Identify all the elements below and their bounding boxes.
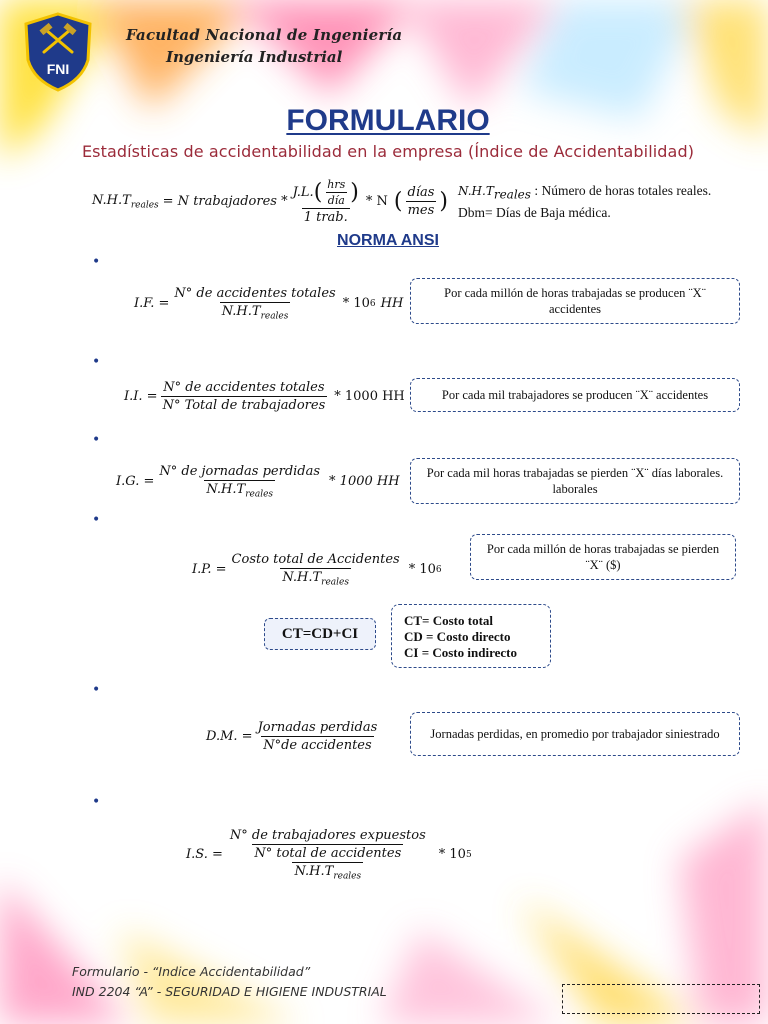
nht-formula: $N.H.T_{reales}$ = N trabajadores * J.L. ( $\frac{\text{hrs}}{\text{día}}$ ) 1 trab. * N ( $\frac{\text{días}}{\text{mes}}$ )	[92, 178, 448, 225]
ci-line: CI = Costo indirecto	[404, 645, 517, 660]
jl-fraction: J.L. ( $\frac{\text{hrs}}{\text{día}}$ ) 1 trab.	[292, 178, 359, 225]
bullet-if: •	[92, 254, 101, 270]
department-name: Ingeniería Industrial	[166, 48, 343, 66]
ii-formula: I.I. = $\frac{\text{N° de accidentes totales}}{\text{N° Total de trabajadores}}$ * 1000 HH	[124, 380, 405, 413]
ct-formula-box: CT=CD+CI	[264, 618, 376, 650]
dbm-definition: Dbm= Días de Baja médica.	[458, 204, 611, 220]
ig-formula: I.G. = $\frac{\text{N° de jornadas perdidas}}{N.H.T_{reales}}$ * 1000 HH	[116, 464, 400, 500]
is-formula: I.S. = $\frac{\frac{\text{N° de trabajadores expuestos}}{\text{N° total de accidentes}}}{N.H.T_{reales}}$ * 10 5	[186, 828, 472, 882]
ig-note: Por cada mil horas trabajadas se pierden ¨X¨ días laborales. laborales	[410, 458, 740, 504]
if-note: Por cada millón de horas trabajadas se producen ¨X¨ accidentes	[410, 278, 740, 324]
footer-line-2: IND 2204 “A” - SEGURIDAD E HIGIENE INDUSTRIAL	[72, 984, 387, 999]
nht-eq: = N trabajadores *	[162, 194, 288, 209]
dias-fraction: $\frac{\text{días}}{\text{mes}}$	[407, 185, 435, 218]
ip-formula: I.P. = $\frac{\text{Costo total de Accidentes}}{N.H.T_{reales}}$ * 10 6	[192, 552, 442, 588]
dm-formula: D.M. = $\frac{\text{Jornadas perdidas}}{\text{N°de accidentes}}$	[206, 720, 378, 753]
bullet-dm: •	[92, 682, 101, 698]
dm-note: Jornadas perdidas, en promedio por trabajador siniestrado	[410, 712, 740, 756]
footer-line-1: Formulario - “Indice Accidentabilidad”	[72, 964, 311, 979]
fni-logo	[22, 12, 94, 92]
page-title: FORMULARIO	[286, 104, 490, 137]
ip-note: Por cada millón de horas trabajadas se pierden ¨X¨ ($)	[470, 534, 736, 580]
ii-note: Por cada mil trabajadores se producen ¨X¨ accidentes	[410, 378, 740, 412]
page-subtitle: Estadísticas de accidentabilidad en la empresa (Índice de Accidentabilidad)	[81, 142, 695, 161]
nht-lhs: $N.H.T_{reales}$	[92, 192, 159, 211]
section-title: NORMA ANSI	[337, 232, 439, 249]
logo-text: FNI	[46, 61, 70, 77]
ct-line: CT= Costo total	[404, 613, 494, 628]
page-number-box	[562, 984, 760, 1014]
bullet-ip: •	[92, 512, 101, 528]
bullet-ig: •	[92, 432, 101, 448]
institution-name: Facultad Nacional de Ingeniería	[126, 26, 403, 44]
footer	[72, 962, 387, 1002]
if-formula: I.F. = $\frac{\text{N° de accidentes totales}}{N.H.T_{reales}}$ * 10 6 HH	[134, 286, 404, 322]
definitions	[458, 182, 711, 222]
nht-definition: N.H.Treales : Número de horas totales reales.	[458, 183, 712, 202]
bullet-is: •	[92, 794, 101, 810]
times-n: * N	[365, 194, 388, 209]
ct-definitions-box	[391, 604, 551, 668]
cd-line: CD = Costo directo	[404, 629, 511, 644]
bullet-ii: •	[92, 354, 101, 370]
